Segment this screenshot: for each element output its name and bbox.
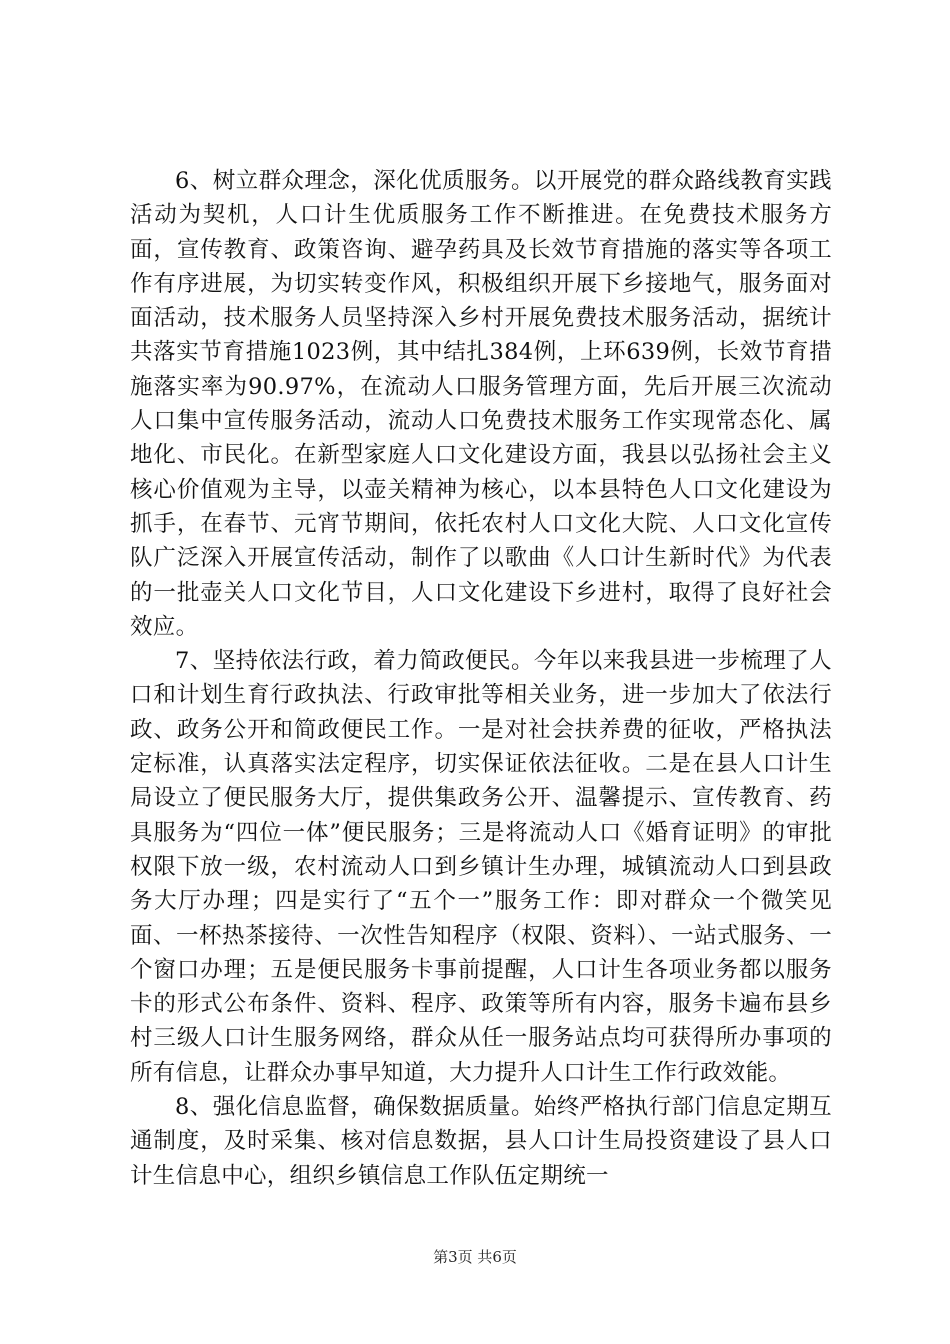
paragraph-7: 7、坚持依法行政，着力简政便民。今年以来我县进一步梳理了人口和计划生育行政执法、行政审批等相关业务，进一步加大了依法行政、政务公开和简政便民工作。一是对社会扶养费的征收，严格执法定标准，认真落实法定程序，切实保证依法征收。二是在县人口计生局设立了便民服务大厅，提供集政务公开、温馨提示、宣传教育、药具服务为“四位一体”便民服务；三是将流动人口《婚育证明》的审批权限下放一级，农村流动人口到乡镇计生办理，城镇流动人口到县政务大厅办理；四是实行了“五个一”服务工作：即对群众一个微笑见面、一杯热茶接待、一次性告知程序（权限、资料）、一站式服务、一个窗口办理；五是便民服务卡事前提醒，人口计生各项业务都以服务卡的形式公布条件、资料、程序、政策等所有内容，服务卡遍布县乡村三级人口计生服务网络，群众从任一服务站点均可获得所办事项的所有信息，让群众办事早知道，大力提升人口计生工作行政效能。 bbox=[130, 648, 832, 1086]
document-body bbox=[130, 164, 832, 1193]
page-footer: 第3页 共6页 bbox=[433, 1248, 517, 1266]
paragraph-8: 8、强化信息监督，确保数据质量。始终严格执行部门信息定期互通制度，及时采集、核对信息数据，县人口计生局投资建设了县人口计生信息中心，组织乡镇信息工作队伍定期统一 bbox=[130, 1094, 832, 1189]
paragraph-6: 6、树立群众理念，深化优质服务。以开展党的群众路线教育实践活动为契机，人口计生优质服务工作不断推进。在免费技术服务方面，宣传教育、政策咨询、避孕药具及长效节育措施的落实等各项工作有序进展，为切实转变作风，积极组织开展下乡接地气，服务面对面活动，技术服务人员坚持深入乡村开展免费技术服务活动，据统计共落实节育措施1023例，其中结扎384例，上环639例，长效节育措施落实率为90.97%，在流动人口服务管理方面，先后开展三次流动人口集中宣传服务活动，流动人口免费技术服务工作实现常态化、属地化、市民化。在新型家庭人口文化建设方面，我县以弘扬社会主义核心价值观为主导，以壶关精神为核心，以本县特色人口文化建设为抓手，在春节、元宵节期间，依托农村人口文化大院、人口文化宣传队广泛深入开展宣传活动，制作了以歌曲《人口计生新时代》为代表的一批壶关人口文化节目，人口文化建设下乡进村，取得了良好社会效应。 bbox=[130, 168, 832, 640]
